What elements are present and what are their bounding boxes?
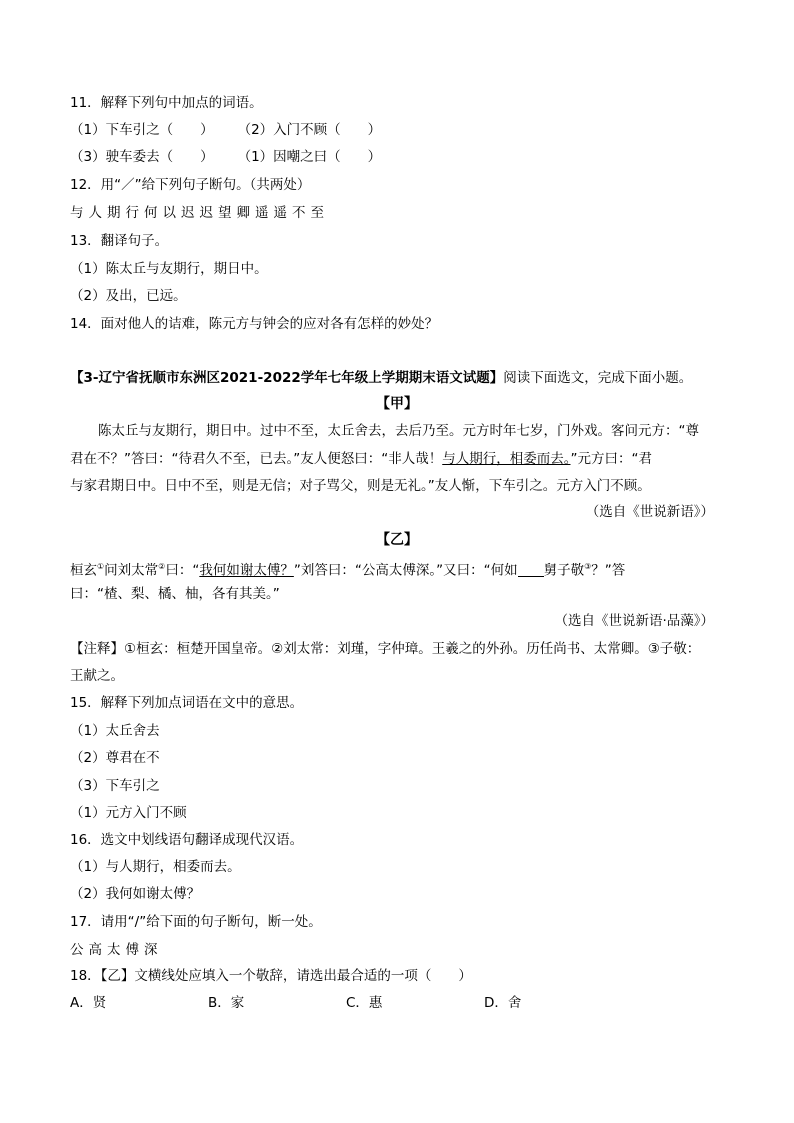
q16-item-1: （1）与人期行，相委而去。 — [70, 859, 241, 875]
q15-title: 15．解释下列加点词语在文中的意思。 — [70, 695, 304, 711]
q17-sentence: 公高太傅深 — [70, 942, 163, 958]
q16-item-2: （2）我何如谢太傅？ — [70, 886, 201, 902]
note-line-1: 【注释】①桓玄：桓楚开国皇帝。②刘太常：刘瑾，字仲璋。王羲之的外孙。历任尚书、太常卿。③子敬： — [70, 641, 701, 657]
yi-source: （选自《世说新语·品藻》） — [554, 613, 714, 629]
q11-item-1: （1）下车引之（ ） — [70, 122, 214, 138]
yi-heading: 【乙】 — [376, 532, 418, 548]
q11-row-1 — [70, 120, 381, 140]
q11-item-4: （1）因嘲之曰（ ） — [237, 149, 382, 165]
q12-title: 12．用“／”给下列句子断句。（共两处） — [70, 177, 311, 193]
section-intro: 阅读下面选文，完成下面小题。 — [503, 370, 693, 386]
jia-heading: 【甲】 — [376, 396, 418, 412]
q15-item-4: （1）元方入门不顾 — [70, 805, 187, 821]
jia-source: （选自《世说新语》） — [585, 504, 714, 520]
q13-title: 13．翻译句子。 — [70, 233, 169, 249]
option-a[interactable]: A．贤 — [70, 995, 107, 1011]
q18-options — [70, 993, 521, 1013]
q11-item-3: （3）驶车委去（ ） — [70, 149, 214, 165]
q15-item-1: （1）太丘舍去 — [70, 723, 160, 739]
q12-sentence: 与人期行何以迟迟望卿遥遥不至 — [70, 205, 329, 221]
q11-title: 11．解释下列句中加点的词语。 — [70, 95, 263, 111]
option-b[interactable]: B．家 — [208, 995, 245, 1011]
q13-item-1: （1）陈太丘与友期行，期日中。 — [70, 261, 268, 277]
q17-title: 17．请用“/”给下面的句子断句，断一处。 — [70, 914, 322, 930]
jia-underlined-sentence: 与人期行，相委而去。 — [442, 451, 571, 467]
jia-line-1: 陈太丘与友期行，期日中。过中不至，太丘舍去，去后乃至。元方时年七岁，门外戏。客问元方：“尊 — [98, 423, 699, 439]
q16-title: 16．选文中划线语句翻译成现代汉语。 — [70, 832, 304, 848]
jia-line-3: 与家君期日中。日中不至，则是无信；对子骂父，则是无礼。”友人惭，下车引之。元方入门不顾。 — [70, 478, 651, 494]
option-c[interactable]: C．惠 — [346, 995, 383, 1011]
section-header — [70, 368, 692, 388]
footnote-3: ③ — [584, 562, 592, 571]
footnote-1: ① — [97, 562, 105, 571]
yi-line-2: 曰：“楂、梨、橘、柚，各有其美。” — [70, 586, 280, 602]
q11-item-2: （2）入门不顾（ ） — [237, 122, 382, 138]
q15-item-2: （2）尊君在不 — [70, 750, 160, 766]
fill-blank[interactable] — [518, 562, 544, 577]
q14-title: 14．面对他人的诘难，陈元方与钟会的应对各有怎样的妙处？ — [70, 316, 439, 332]
q11-row-2 — [70, 147, 381, 167]
yi-underlined-sentence: 我何如谢太傅？ — [199, 562, 294, 579]
jia-line-2: 君在不？”答曰：“待君久不至，已去。”友人便怒曰：“非人哉！与人期行，相委而去。”元方曰：“君 — [70, 451, 652, 467]
q13-item-2: （2）及出，已远。 — [70, 288, 187, 304]
q18-title: 18．【乙】文横线处应填入一个敬辞，请选出最合适的一项（ ） — [70, 968, 472, 984]
footnote-2: ② — [158, 562, 166, 571]
q15-item-3: （3）下车引之 — [70, 778, 160, 794]
note-line-2: 王献之。 — [70, 668, 124, 684]
section-source: 【3-辽宁省抚顺市东洲区2021-2022学年七年级上学期期末语文试题】 — [70, 370, 504, 386]
yi-line-1: 桓玄①问刘太常②曰：“我何如谢太傅？”刘答曰：“公高太傅深。”又曰：“何如 舅子敬③？”答 — [70, 562, 626, 579]
option-d[interactable]: D．舍 — [484, 995, 522, 1011]
